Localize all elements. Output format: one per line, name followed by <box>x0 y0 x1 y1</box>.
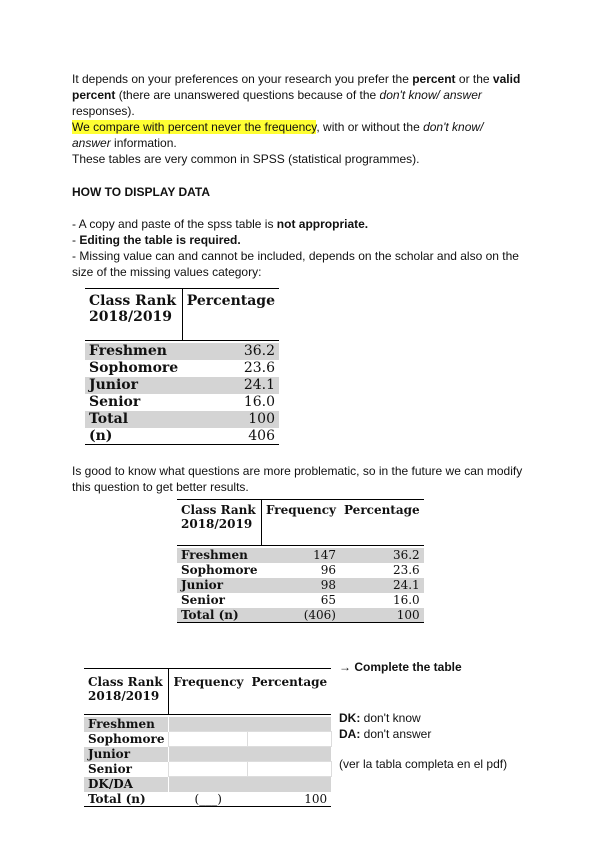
table-row: Senior 65 16.0 <box>181 593 420 607</box>
class-rank-table-3 <box>84 668 332 807</box>
table-row: Junior 24.1 <box>85 377 279 394</box>
problematic-questions-paragraph: Is good to know what questions are more problematic, so in the future we can modify this question to get better results. <box>72 464 523 494</box>
intro-paragraph: It depends on your preferences on your research you prefer the percent or the valid percent (there are unanswered questions because of the don't know/ answer responses). We compare with percent never the frequency, with or without the don't know/ answer information. These tables are very common in SPSS (statistical programmes). <box>72 72 521 166</box>
bullet-list: - A copy and paste of the spss table is not appropriate. - Editing the table is required. - Missing value can and cannot be included, depends on the scholar and also on the size of the missing values category: <box>72 217 519 279</box>
table-row: Sophomore 23.6 <box>89 360 275 376</box>
table-row: Junior <box>84 747 331 762</box>
table-row: Freshmen <box>84 717 331 732</box>
table3-header-class-rank: Class Rank 2018/2019 <box>84 669 169 715</box>
section-heading: HOW TO DISPLAY DATA <box>72 185 211 199</box>
pdf-note: (ver la tabla completa en el pdf) <box>339 757 508 771</box>
table-row: Total (n) (___) 100 <box>88 791 328 806</box>
table-row: Total (n) (406) 100 <box>177 608 424 623</box>
table3-header-percentage: Percentage <box>251 675 328 689</box>
table-row: Senior <box>84 762 331 777</box>
table3-header-frequency: Frequency <box>173 675 244 689</box>
table-row: Sophomore 96 23.6 <box>181 563 420 577</box>
table-row: Freshmen 36.2 <box>85 343 279 360</box>
table1-header-class-rank: Class Rank 2018/2019 <box>85 289 182 341</box>
table-row: Freshmen 147 36.2 <box>177 548 424 563</box>
highlighted-text: We compare with percent never the frequency <box>72 120 317 134</box>
complete-table-instruction: → Complete the table <box>339 660 462 674</box>
class-rank-table-1 <box>85 288 279 445</box>
legend: DK: don't know DA: don't answer <box>339 711 432 741</box>
table2-header-frequency: Frequency <box>265 503 336 517</box>
table-row: Total 100 <box>85 411 279 428</box>
table-row: DK/DA <box>84 777 331 792</box>
table2-header-percentage: Percentage <box>343 503 420 517</box>
table-row: (n) 406 <box>89 427 275 444</box>
class-rank-table-2 <box>177 499 424 623</box>
table-row: Sophomore <box>84 732 331 747</box>
table2-header-class-rank: Class Rank 2018/2019 <box>177 500 261 546</box>
table-row: Senior 16.0 <box>89 394 275 410</box>
table1-header-percentage: Percentage <box>186 293 275 309</box>
table-row: Junior 98 24.1 <box>177 578 424 593</box>
